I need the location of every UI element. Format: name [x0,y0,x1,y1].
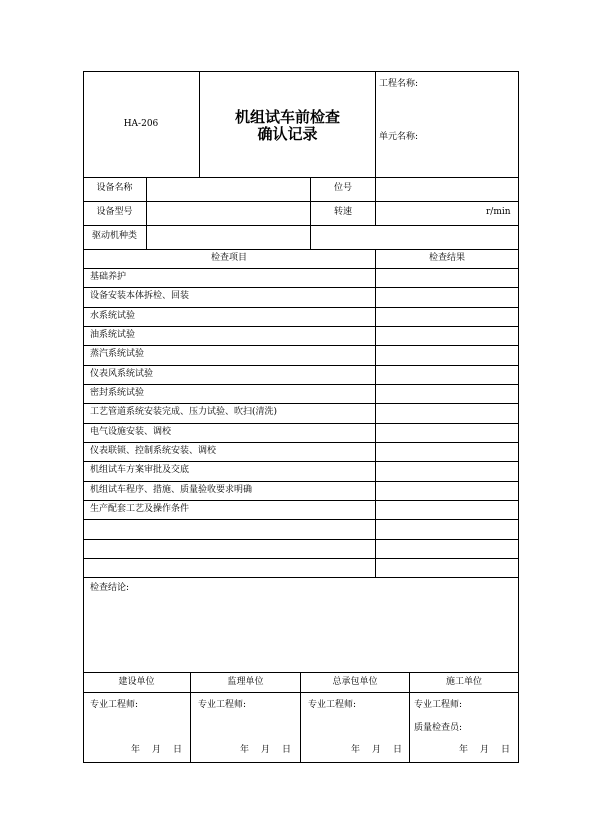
check-result-cell[interactable] [376,424,518,442]
engineer-label: 专业工程师: [198,700,247,710]
check-result-cell[interactable] [376,308,518,326]
engineer-label: 专业工程师: [308,700,357,710]
driver-type-label: 驱动机种类 [91,231,137,241]
item-column-header: 检查项目 [210,253,247,263]
border-right [518,71,519,763]
check-result-cell[interactable] [376,482,518,500]
equipment-model-field[interactable] [147,202,310,225]
conclusion-label: 检查结论: [90,583,130,593]
date-day: 日 [282,745,292,755]
date-day: 日 [173,745,183,755]
unit-name-label: 单元名称: [379,132,419,142]
speed-label: 转速 [333,207,352,217]
check-result-cell[interactable] [376,404,518,423]
check-result-cell[interactable] [376,327,518,345]
check-item: 仪表风系统试验 [90,369,154,379]
check-result-cell[interactable] [376,559,518,577]
check-item: 机组试车程序、措施、质量验收要求明确 [90,485,253,495]
project-name-label: 工程名称: [379,79,419,89]
conclusion-bottom [83,672,519,673]
signature-unit-contractor: 总承包单位 [332,677,378,687]
check-result-cell[interactable] [376,462,518,481]
check-result-cell[interactable] [376,346,518,365]
check-result-cell[interactable] [376,501,518,519]
check-item: 仪表联锁、控制系统安装、调校 [90,446,217,456]
form-title-line2: 确认记录 [257,125,318,143]
check-result-cell[interactable] [376,520,518,539]
form-title-line1: 机组试车前检查 [234,108,340,126]
check-result-cell[interactable] [376,269,518,287]
header-divider-2 [375,71,376,177]
date-year: 年 [131,745,141,755]
conclusion-field[interactable] [84,597,518,672]
check-result-cell[interactable] [376,540,518,558]
date-month: 月 [152,745,162,755]
date-year: 年 [351,745,361,755]
position-label: 位号 [333,183,352,193]
check-item: 密封系统试验 [90,388,145,398]
check-result-cell[interactable] [376,288,518,307]
signature-unit-supervisor: 监理单位 [227,677,264,687]
signature-unit-construction: 施工单位 [445,677,482,687]
equipment-name-label: 设备名称 [96,183,133,193]
check-item: 蒸汽系统试验 [90,349,145,359]
speed-unit: r/min [486,207,511,217]
engineer-label: 专业工程师: [414,700,463,710]
signature-header-line [83,692,519,693]
check-item: 水系统试验 [90,311,136,321]
date-month: 月 [372,745,382,755]
check-item: 机组试车方案审批及交底 [90,465,190,475]
position-field[interactable] [376,178,518,201]
check-result-cell[interactable] [376,385,518,403]
row-line [83,577,519,578]
driver-type-field[interactable] [147,226,310,249]
date-month: 月 [480,745,490,755]
info-line-3 [83,249,519,250]
check-item: 生产配套工艺及操作条件 [90,504,190,514]
check-item: 工艺管道系统安装完成、压力试验、吹扫(清洗) [90,407,278,417]
engineer-label: 专业工程师: [90,700,139,710]
date-year: 年 [459,745,469,755]
date-day: 日 [501,745,511,755]
inspection-form [83,71,519,763]
date-day: 日 [393,745,403,755]
border-bottom [83,762,519,763]
date-year: 年 [240,745,250,755]
equipment-name-field[interactable] [147,178,310,201]
border-top [83,71,519,72]
signature-unit-owner: 建设单位 [118,677,155,687]
check-item: 电气设施安装、调校 [90,427,172,437]
check-item: 基础养护 [90,272,127,282]
date-month: 月 [261,745,271,755]
result-column-header: 检查结果 [428,253,465,263]
check-result-cell[interactable] [376,366,518,384]
check-item: 油系统试验 [90,330,136,340]
check-result-cell[interactable] [376,443,518,461]
inspector-label: 质量检查员: [414,723,463,733]
equipment-model-label: 设备型号 [96,207,133,217]
check-item: 设备安装本体拆检、回装 [90,291,190,301]
form-code: HA-206 [123,119,159,129]
